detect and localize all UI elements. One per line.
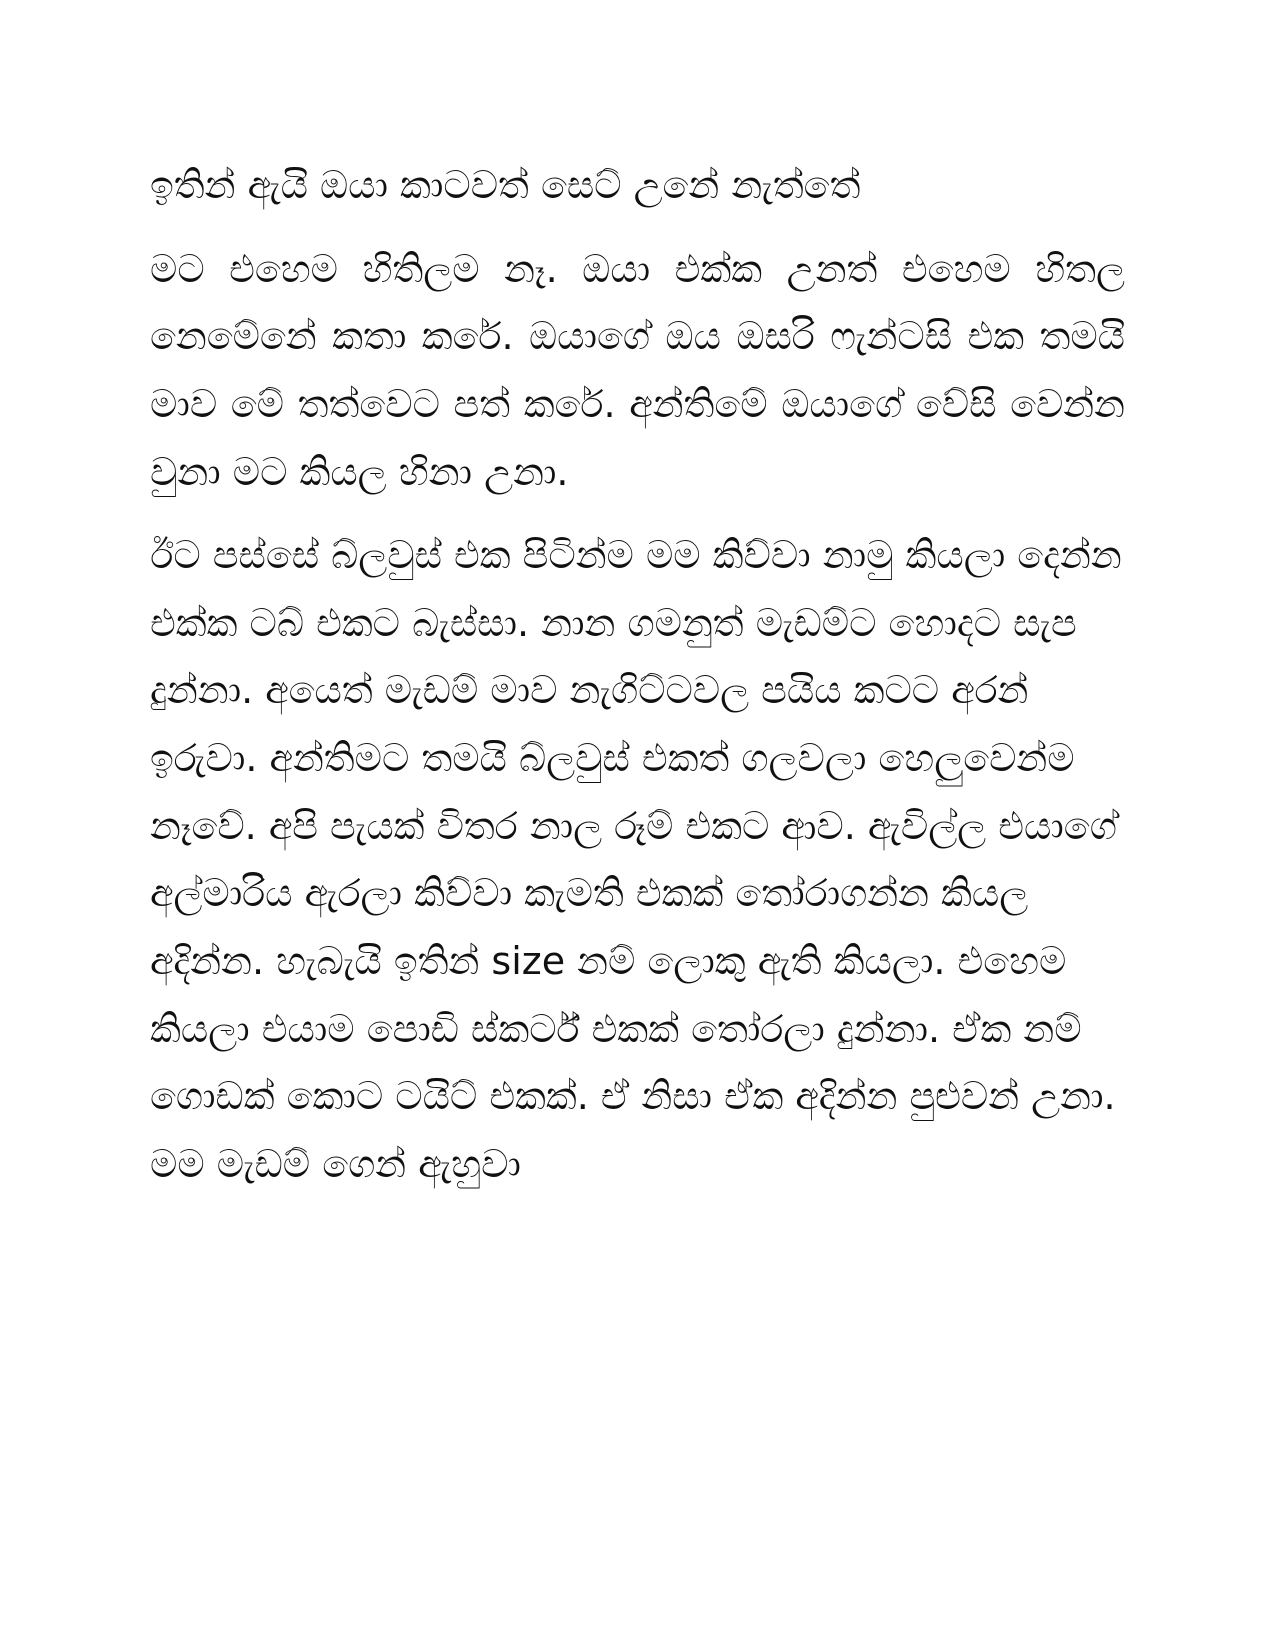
paragraph-reply: මට එහෙම හිතිලම නෑ. ඔයා එක්ක උනත් එහෙම හිතල නෙමේනේ කතා කරේ. ඔයාගේ ඔය ඔසරි ෆැන්ටසි එක තමයි මාව මේ තත්වෙට පත් කරේ. අන්තිමේ ඔයාගේ වේසි වෙන්න වුනා මට කියල හිනා උනා.	[150, 246, 1125, 494]
paragraph-narrative: ඊට පස්සේ බ්ලවුස් එක පිටින්ම මම කිව්වා නාමු කියලා දෙන්න එක්ක ටබ් එකට බැස්සා. නාන ගමනුත් මැඩම්ට හොදට සැප දුන්නා. අයෙත් මැඩම් මාව නැගිට්ටවල පයිය කටට අරන් ඉරුවා. අන්තිමට තමයි බ්ලවුස් එකත් ගලවලා හෙලුවෙන්ම නෑවේ. අපි පැයක් විතර නාල රූම් එකට ආව. ඇවිල්ල එයාගේ අල්මාරිය ඇරලා කිව්වා කැමති එකක් තෝරාගන්න කියල අදින්න. හැබැයි ඉතින් size නම් ලොකු ඇති කියලා. එහෙම කියලා එයාම පොඩි ස්කර්ට් එකක් තෝරලා දුන්නා. ඒක නම් ගොඩක් කොට ටයිට් එකක්. ඒ නිසා ඒක අදින්න පුළුවන් උනා. මම මැඩම් ගෙන් ඇහුවා	[150, 533, 1122, 1186]
paragraph-question: ඉතින් ඇයි ඔයා කාටවත් සෙට් උනේ නැත්තේ	[150, 163, 861, 207]
document-body	[150, 152, 1125, 1214]
